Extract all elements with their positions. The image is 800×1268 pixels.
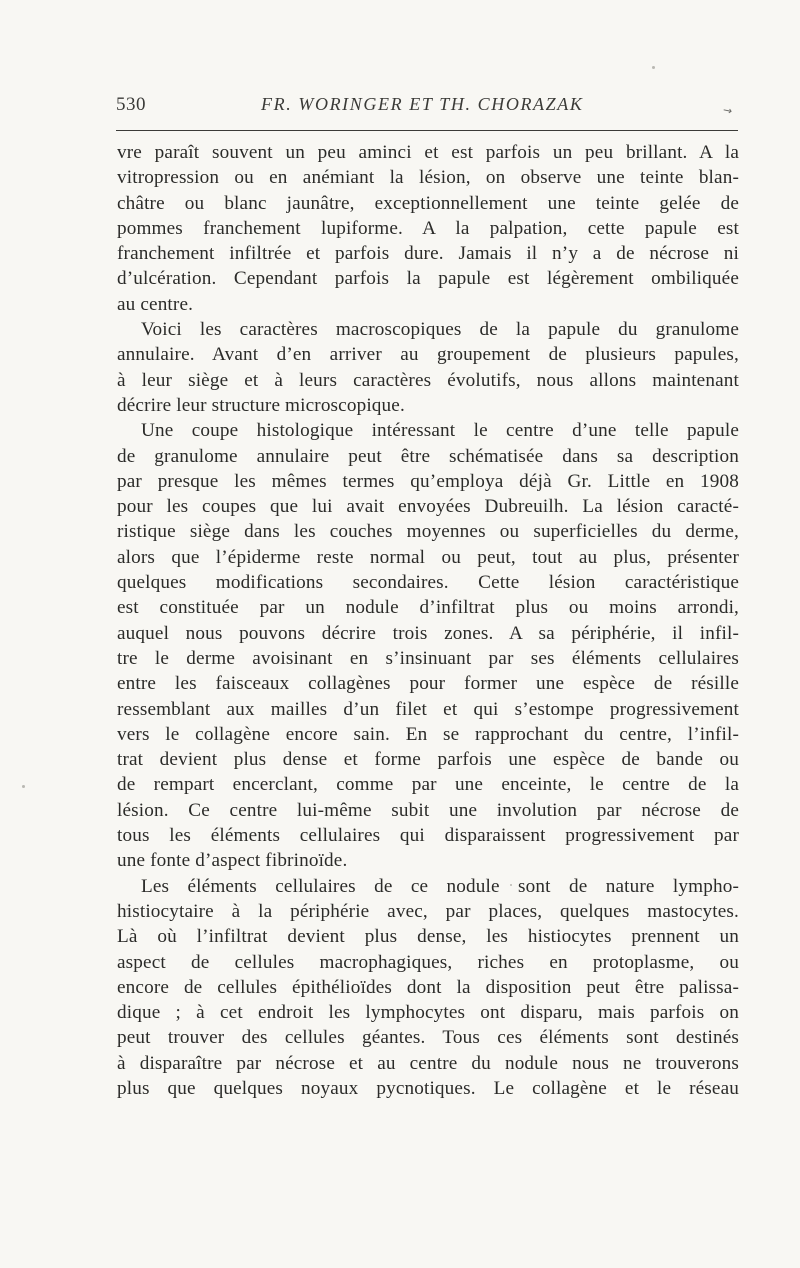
text-line: quelques modifications secondaires. Cette lésion caractéristique [117, 572, 739, 594]
text-line: trat devient plus dense et forme parfois une espèce de bande ou [117, 749, 739, 771]
text-line: franchement infiltrée et parfois dure. Jamais il n’y a de nécrose ni [117, 243, 739, 265]
text-line: à leur siège et à leurs caractères évolutifs, nous allons maintenant [117, 369, 739, 391]
paragraph [117, 874, 739, 1102]
text-line: Une coupe histologique intéressant le centre d’une telle papule [141, 420, 739, 442]
running-title: FR. WORINGER ET TH. CHORAZAK [261, 94, 584, 114]
text-line: Les éléments cellulaires de ce nodule sont de nature lympho- [141, 875, 739, 897]
paper-speck [652, 66, 655, 69]
text-line: au centre. [117, 293, 194, 315]
text-line: de granulome annulaire peut être schématisée dans sa description [117, 445, 739, 467]
text-line: par presque les mêmes termes qu’employa déjà Gr. Little en 1908 [117, 470, 739, 492]
text-line: pommes franchement lupiforme. A la palpation, cette papule est [117, 217, 739, 239]
text-line: Là où l’infiltrat devient plus dense, les histiocytes prennent un [117, 926, 739, 948]
text-line: ristique siège dans les couches moyennes ou superficielles du derme, [117, 521, 739, 543]
text-line: entre les faisceaux collagènes pour former une espèce de résille [117, 673, 739, 695]
header-rule [116, 130, 738, 131]
text-line: alors que l’épiderme reste normal ou peut, tout au plus, présenter [117, 546, 739, 568]
text-line: dique ; à cet endroit les lymphocytes ont disparu, mais parfois on [117, 1002, 739, 1024]
text-line: vre paraît souvent un peu aminci et est parfois un peu brillant. A la [117, 142, 739, 163]
text-line: aspect de cellules macrophagiques, riches en protoplasme, ou [117, 951, 739, 973]
text-line: une fonte d’aspect fibrinoïde. [117, 850, 348, 872]
paragraph [117, 140, 739, 317]
text-line: décrire leur structure microscopique. [117, 394, 405, 416]
text-line: d’ulcération. Cependant parfois la papule est légèrement ombiliquée [117, 268, 739, 290]
running-header [116, 94, 738, 118]
arrow-mark-icon: → [721, 103, 734, 118]
text-line: châtre ou blanc jaunâtre, exceptionnellement une teinte gelée de [117, 192, 739, 214]
text-line: de rempart encerclant, comme par une enceinte, le centre de la [117, 774, 739, 796]
text-line: annulaire. Avant d’en arriver au groupement de plusieurs papules, [117, 344, 739, 366]
text-line: est constituée par un nodule d’infiltrat plus ou moins arrondi, [117, 597, 739, 619]
text-line: ressemblant aux mailles d’un filet et qui s’estompe progressivement [117, 698, 739, 720]
page-number: 530 [116, 94, 146, 115]
text-line: à disparaître par nécrose et au centre du nodule nous ne trouverons [117, 1052, 739, 1074]
text-line: histiocytaire à la périphérie avec, par places, quelques mastocytes. [117, 900, 739, 922]
text-line: auquel nous pouvons décrire trois zones. A sa périphérie, il infil- [117, 622, 739, 644]
text-line: peut trouver des cellules géantes. Tous ces éléments sont destinés [117, 1027, 739, 1049]
text-line: plus que quelques noyaux pycnotiques. Le collagène et le réseau [117, 1077, 739, 1099]
paragraph [117, 317, 739, 418]
text-line: vers le collagène encore sain. En se rapprochant du centre, l’infil- [117, 723, 739, 745]
paper-speck [22, 785, 25, 788]
text-line: lésion. Ce centre lui-même subit une involution par nécrose de [117, 799, 739, 821]
text-line: tous les éléments cellulaires qui disparaissent progressivement par [117, 825, 739, 847]
body-text [117, 140, 739, 1101]
paragraph [117, 418, 739, 873]
text-line: Voici les caractères macroscopiques de la papule du granulome [141, 319, 739, 341]
text-line: pour les coupes que lui avait envoyées Dubreuilh. La lésion caracté- [117, 496, 739, 518]
text-line: tre le derme avoisinant en s’insinuant par ses éléments cellulaires [117, 647, 739, 669]
text-line: encore de cellules épithélioïdes dont la disposition peut être palissa- [117, 976, 739, 998]
text-line: vitropression ou en anémiant la lésion, on observe une teinte blan- [117, 167, 739, 189]
